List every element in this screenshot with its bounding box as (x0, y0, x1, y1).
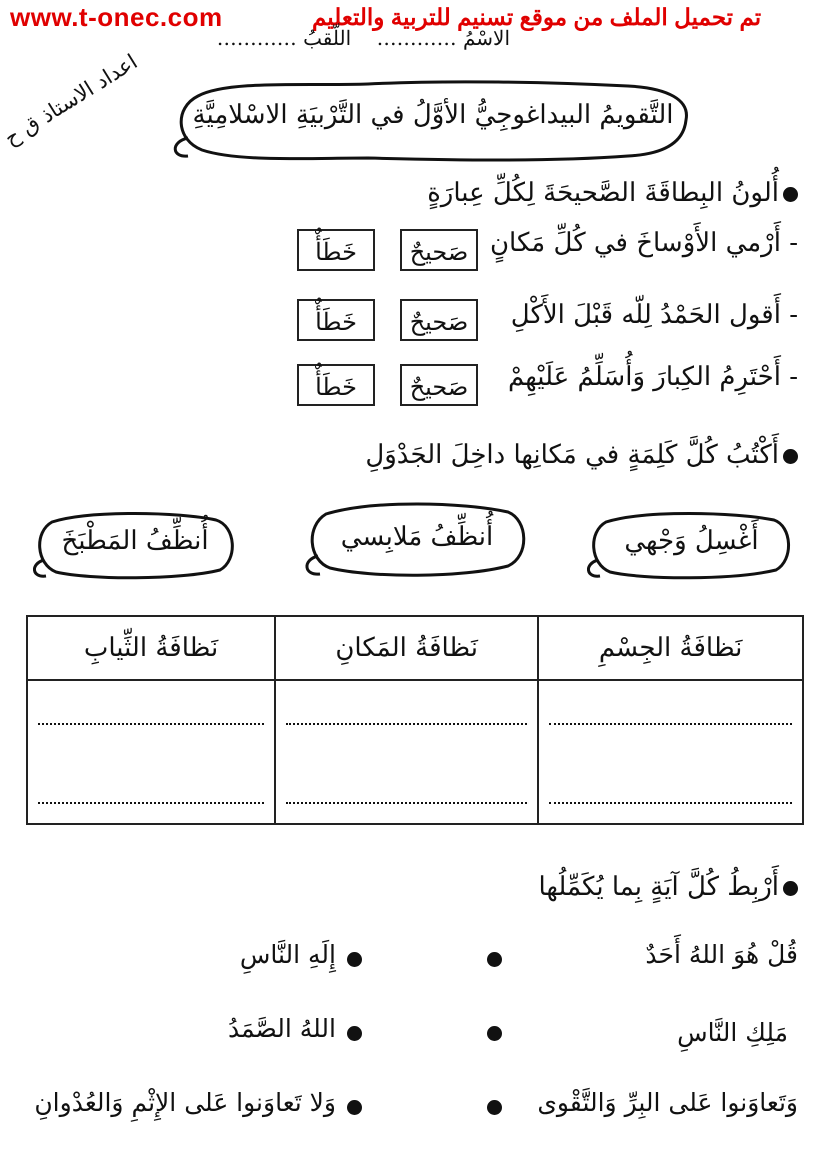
table-header-place: نَظافَةُ المَكانِ (275, 616, 538, 680)
table-header-clothes: نَظافَةُ الثِّيابِ (27, 616, 275, 680)
q1-instruction: أُلونُ البِطاقَةَ الصَّحيحَةَ لِكُلِّ عِبارَةٍ (427, 178, 798, 208)
verse-end-1: إِلَهِ النَّاسِ (239, 940, 336, 969)
surname-label: اللّقبُ (303, 26, 352, 50)
word-clean-clothes[interactable]: أُنظِّفُ مَلابِسي (340, 522, 494, 552)
match-dot-left-1[interactable] (487, 952, 502, 967)
verse-start-2: مَلِكِ النَّاسِ (677, 1018, 788, 1047)
banner-text: تم تحميل الملف من موقع تسنيم للتربية والتعليم (312, 4, 762, 30)
bullet-icon (783, 187, 798, 202)
match-dot-left-3[interactable] (487, 1100, 502, 1115)
bullet-icon (783, 881, 798, 896)
q1-statement-3: - أَحْتَرِمُ الكِبارَ وَأُسَلِّمُ عَلَيْهِمْ (508, 362, 798, 392)
surname-dots: ………… (216, 26, 297, 50)
match-dot-right-1[interactable] (347, 952, 362, 967)
classification-table (26, 615, 804, 825)
name-label: الاسْمُ (462, 26, 510, 50)
banner-url[interactable]: www.t-onec.com (10, 2, 223, 32)
q1-statement-1: - أَرْمي الأَوْساخَ في كُلِّ مَكانٍ (489, 228, 798, 258)
match-dot-right-2[interactable] (347, 1026, 362, 1041)
table-header-body: نَظافَةُ الجِسْمِ (538, 616, 803, 680)
name-dots: ………… (376, 26, 457, 50)
answer-cell-place[interactable] (275, 680, 538, 824)
match-dot-left-2[interactable] (487, 1026, 502, 1041)
page-title: التَّقويمُ البيداغوجِيُّ الأوَّلُ في التَّرْبيَةِ الاسْلامِيَّةِ (192, 100, 674, 130)
correct-card-3[interactable]: صَحيحٌ (400, 364, 478, 406)
answer-cell-clothes[interactable] (27, 680, 275, 824)
correct-card-2[interactable]: صَحيحٌ (400, 299, 478, 341)
bullet-icon (783, 449, 798, 464)
wrong-card-1[interactable]: خَطَأٌ (297, 229, 375, 271)
verse-end-3: وَلا تَعاوَنوا عَلى الإِثْمِ وَالعُدْوانِ (34, 1088, 336, 1117)
q2-instruction: أَكْتُبُ كُلَّ كَلِمَةٍ في مَكانِها داخِلَ الجَدْوَلِ (365, 440, 798, 470)
student-info-line (150, 26, 510, 50)
answer-cell-body[interactable] (538, 680, 803, 824)
wrong-card-2[interactable]: خَطَأٌ (297, 299, 375, 341)
author-credit: اعداد الاستاذ ق ح (0, 49, 142, 151)
correct-card-1[interactable]: صَحيحٌ (400, 229, 478, 271)
word-clean-kitchen[interactable]: أُنظِّفُ المَطْبَخَ (61, 526, 209, 556)
wrong-card-3[interactable]: خَطَأٌ (297, 364, 375, 406)
match-dot-right-3[interactable] (347, 1100, 362, 1115)
word-wash-face[interactable]: أَغْسِلُ وَجْهي (624, 526, 759, 556)
verse-start-3: وَتَعاوَنوا عَلى البِرِّ وَالتَّقْوى (537, 1088, 798, 1117)
q1-statement-2: - أَقول الحَمْدُ لِلّه قَبْلَ الأَكْلِ (510, 300, 798, 330)
verse-start-1: قُلْ هُوَ اللهُ أَحَدٌ (645, 940, 798, 969)
verse-end-2: اللهُ الصَّمَدُ (227, 1014, 336, 1043)
q3-instruction: أَرْبِطُ كُلَّ آيَةٍ بِما يُكَمِّلُها (538, 872, 798, 902)
